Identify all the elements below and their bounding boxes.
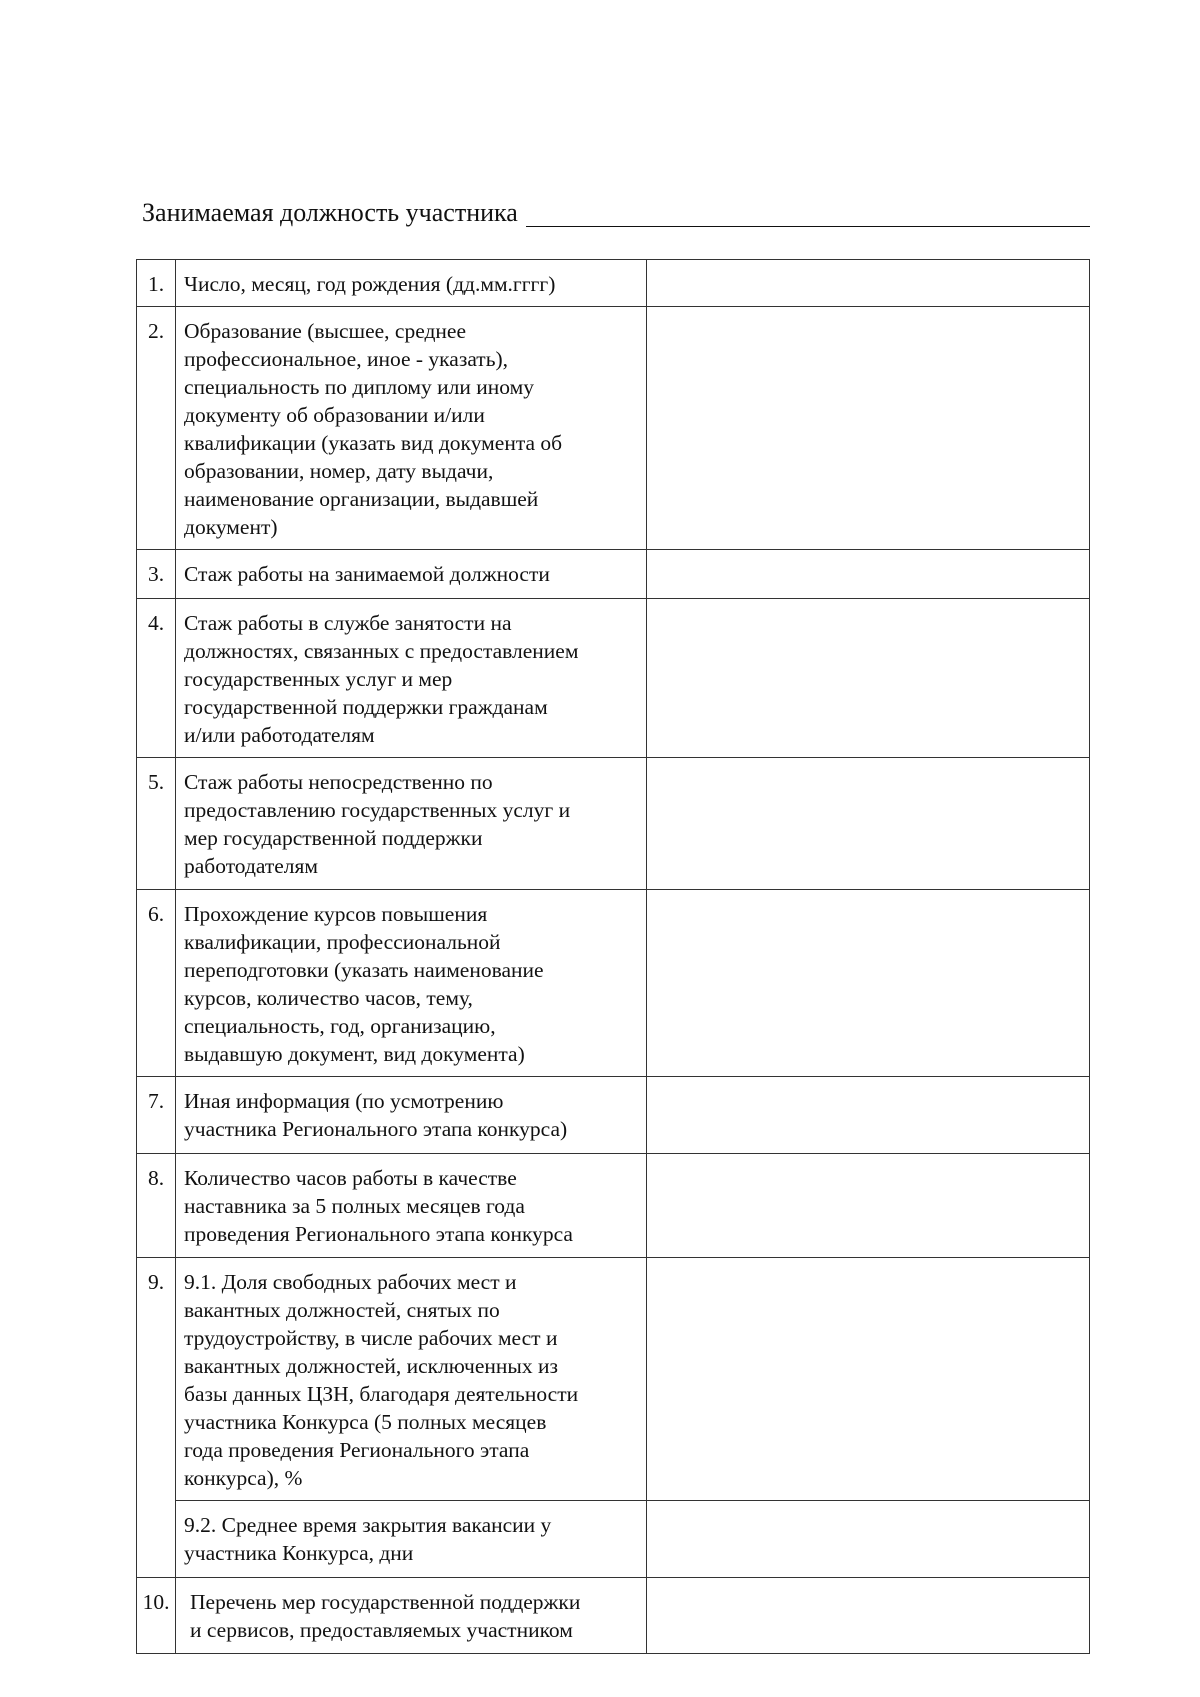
table-row xyxy=(137,599,1090,758)
row-question: 9.2. Среднее время закрытия вакансии у участника Конкурса, дни xyxy=(176,1501,647,1578)
row-answer-cell[interactable] xyxy=(647,550,1090,599)
row-question: Иная информация (по усмотрению участника Регионального этапа конкурса) xyxy=(176,1077,647,1154)
row-number: 1. xyxy=(137,260,176,307)
row-number: 10. xyxy=(137,1578,176,1654)
position-label: Занимаемая должность участника xyxy=(142,198,518,227)
row-answer-cell[interactable] xyxy=(647,1501,1090,1578)
table-row xyxy=(137,1501,1090,1578)
row-number: 2. xyxy=(137,307,176,550)
row-question: Стаж работы в службе занятости на должностях, связанных с предоставлением государственных услуг и мер государственной поддержки гражданам и/или работодателям xyxy=(176,599,647,758)
table-row xyxy=(137,1578,1090,1654)
row-question: Количество часов работы в качестве наставника за 5 полных месяцев года проведения Регионального этапа конкурса xyxy=(176,1154,647,1258)
row-question: Образование (высшее, среднее профессиональное, иное - указать), специальность по диплому или иному документу об образовании и/или квалификации (указать вид документа об образовании, номер, дату выдачи, наименование организации, выдавшей документ) xyxy=(176,307,647,550)
table-row xyxy=(137,890,1090,1077)
table-row xyxy=(137,1154,1090,1258)
position-heading xyxy=(142,196,1090,230)
row-answer-cell[interactable] xyxy=(647,1154,1090,1258)
participant-info-table xyxy=(136,259,1090,1654)
row-number: 4. xyxy=(137,599,176,758)
table-row xyxy=(137,1258,1090,1501)
row-question: Стаж работы непосредственно по предоставлению государственных услуг и мер государственной поддержки работодателям xyxy=(176,758,647,890)
row-answer-cell[interactable] xyxy=(647,1258,1090,1501)
row-question: Прохождение курсов повышения квалификации, профессиональной переподготовки (указать наименование курсов, количество часов, тему, специальность, год, организацию, выдавшую документ, вид документа) xyxy=(176,890,647,1077)
row-answer-cell[interactable] xyxy=(647,599,1090,758)
row-question: Перечень мер государственной поддержки и сервисов, предоставляемых участником xyxy=(176,1578,647,1654)
row-answer-cell[interactable] xyxy=(647,890,1090,1077)
row-number: 9. xyxy=(137,1258,176,1578)
table-row xyxy=(137,550,1090,599)
row-answer-cell[interactable] xyxy=(647,1077,1090,1154)
row-answer-cell[interactable] xyxy=(647,307,1090,550)
row-number: 6. xyxy=(137,890,176,1077)
table-row xyxy=(137,260,1090,307)
row-question: Стаж работы на занимаемой должности xyxy=(176,550,647,599)
row-question: Число, месяц, год рождения (дд.мм.гггг) xyxy=(176,260,647,307)
row-answer-cell[interactable] xyxy=(647,1578,1090,1654)
row-number: 8. xyxy=(137,1154,176,1258)
row-question: 9.1. Доля свободных рабочих мест и вакантных должностей, снятых по трудоустройству, в числе рабочих мест и вакантных должностей, исключенных из базы данных ЦЗН, благодаря деятельности участника Конкурса (5 полных месяцев года проведения Регионального этапа конкурса), % xyxy=(176,1258,647,1501)
row-number: 5. xyxy=(137,758,176,890)
table-row xyxy=(137,307,1090,550)
table-row xyxy=(137,758,1090,890)
position-fill-line[interactable] xyxy=(526,200,1090,227)
row-number: 3. xyxy=(137,550,176,599)
row-answer-cell[interactable] xyxy=(647,260,1090,307)
row-number: 7. xyxy=(137,1077,176,1154)
row-answer-cell[interactable] xyxy=(647,758,1090,890)
table-row xyxy=(137,1077,1090,1154)
